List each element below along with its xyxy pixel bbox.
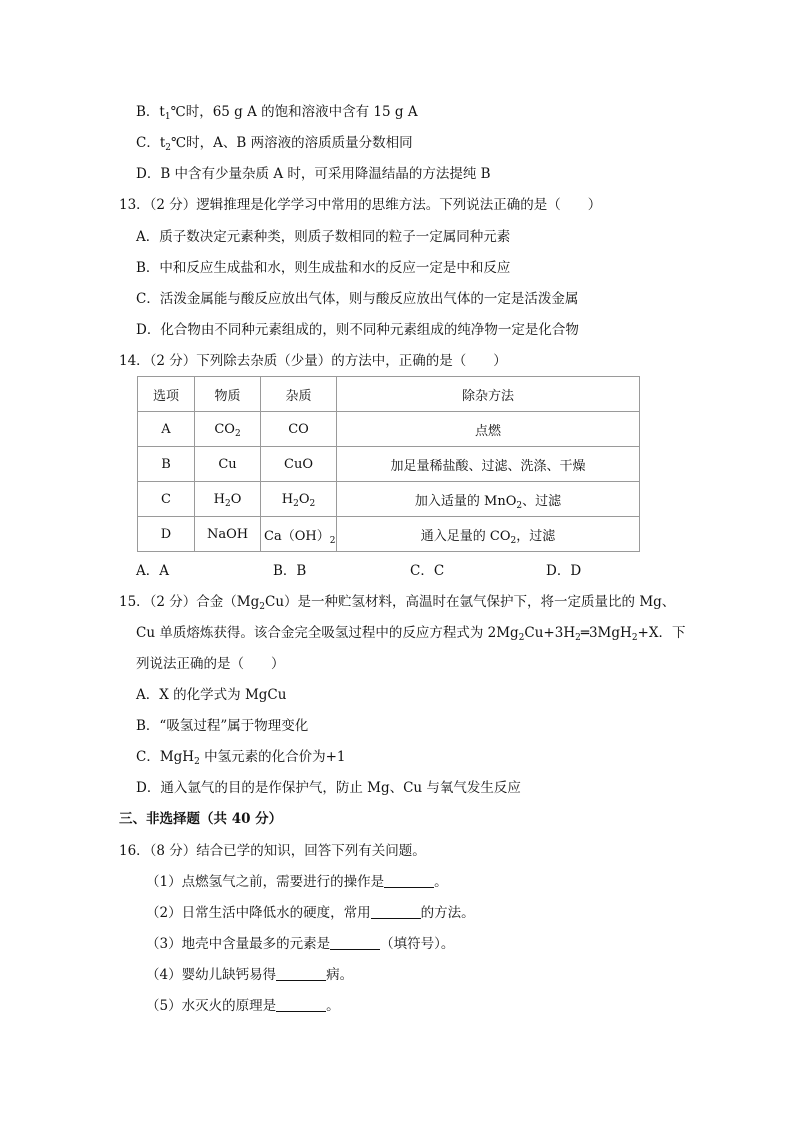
item-text: （5）水灭火的原理是 bbox=[146, 998, 277, 1014]
cell-impurity bbox=[261, 517, 337, 552]
option-text: t bbox=[159, 104, 165, 120]
q14-table bbox=[137, 376, 640, 552]
answer-blank[interactable] bbox=[371, 906, 421, 919]
q16-stem: 16．（8 分）结合已学的知识，回答下列有关问题。 bbox=[119, 843, 426, 859]
subscript: 2 bbox=[165, 143, 172, 153]
header-impurity: 杂质 bbox=[261, 377, 337, 412]
q16-item-1 bbox=[146, 873, 448, 891]
answer-blank[interactable] bbox=[384, 875, 434, 888]
subscript: 2 bbox=[293, 498, 299, 509]
cell-option: D bbox=[138, 517, 195, 552]
formula: Cu bbox=[218, 456, 237, 472]
q16-item-2 bbox=[146, 904, 475, 922]
method-text: 加入适量的 MnO bbox=[414, 493, 517, 509]
subscript: 2 bbox=[329, 535, 336, 546]
cell-method bbox=[337, 482, 640, 517]
subscript: 2 bbox=[259, 602, 266, 612]
subscript: 2 bbox=[631, 633, 638, 643]
method-text: 、过滤 bbox=[522, 493, 562, 509]
table-header-row bbox=[138, 377, 640, 412]
q16-item-5 bbox=[146, 997, 340, 1015]
item-text: （填符号）。 bbox=[380, 936, 455, 952]
item-text: 的方法。 bbox=[420, 905, 475, 921]
subscript: 1 bbox=[164, 112, 171, 122]
q13-option-b: B．中和反应生成盐和水，则生成盐和水的反应一定是中和反应 bbox=[136, 260, 511, 276]
cell-impurity bbox=[261, 482, 337, 517]
q15-option-b: B．“吸氢过程”属于物理变化 bbox=[136, 718, 309, 734]
section-heading: 三、非选择题（共 40 分） bbox=[119, 811, 283, 827]
q16-item-3 bbox=[146, 935, 454, 953]
item-text: 病。 bbox=[326, 967, 354, 983]
cell-method bbox=[337, 517, 640, 552]
method-text: 加足量稀盐酸、过滤、洗涤、干燥 bbox=[390, 458, 586, 474]
cell-impurity bbox=[261, 412, 337, 447]
q13-option-d: D．化合物由不同种元素组成的，则不同种元素组成的纯净物一定是化合物 bbox=[136, 322, 579, 338]
option-text: 中氢元素的化合价为+1 bbox=[199, 749, 346, 765]
q15-option-d: D．通入氩气的目的是作保护气，防止 Mg、Cu 与氧气发生反应 bbox=[136, 780, 521, 796]
subscript: 2 bbox=[518, 633, 525, 643]
method-text: 通入足量的 CO bbox=[420, 528, 511, 544]
q12-option-b bbox=[136, 103, 418, 121]
item-text: （1）点燃氢气之前，需要进行的操作是 bbox=[146, 874, 385, 890]
cell-substance bbox=[195, 517, 261, 552]
q14-answer-a: A．A bbox=[136, 563, 169, 579]
option-text: t bbox=[159, 135, 166, 151]
q14-stem: 14．（2 分）下列除去杂质（少量）的方法中，正确的是（ ） bbox=[119, 353, 507, 369]
formula: O bbox=[230, 491, 242, 507]
cell-substance bbox=[195, 412, 261, 447]
q15-stem-line2 bbox=[136, 624, 685, 642]
formula: Ca（OH） bbox=[264, 528, 330, 544]
formula: O bbox=[298, 491, 310, 507]
formula: H bbox=[213, 491, 225, 507]
q14-answer-d: D．D bbox=[546, 563, 582, 579]
subscript: 2 bbox=[309, 498, 316, 509]
item-text: 。 bbox=[326, 998, 340, 1014]
subscript: 2 bbox=[516, 500, 523, 511]
stem-text: Cu 单质熔炼获得。该合金完全吸氢过程中的反应方程式为 2Mg bbox=[136, 625, 519, 641]
q16-item-4 bbox=[146, 966, 353, 984]
q14-answer-b: B．B bbox=[273, 563, 307, 579]
q12-option-d bbox=[136, 165, 491, 183]
header-option: 选项 bbox=[138, 377, 195, 412]
option-text: ℃时，65 g A 的饱和溶液中含有 15 g A bbox=[170, 104, 418, 120]
method-text: ，过滤 bbox=[516, 528, 556, 544]
formula: H bbox=[281, 491, 294, 507]
stem-text: Cu）是一种贮氢材料，高温时在氩气保护下，将一定质量比的 Mg、 bbox=[265, 594, 676, 610]
stem-text: +X．下 bbox=[637, 625, 686, 641]
cell-substance bbox=[195, 482, 261, 517]
q15-option-c bbox=[136, 748, 346, 766]
option-text: ℃时，A、B 两溶液的溶质质量分数相同 bbox=[171, 135, 413, 151]
option-label: C． bbox=[136, 135, 160, 151]
cell-option: C bbox=[138, 482, 195, 517]
item-text: 。 bbox=[434, 874, 448, 890]
answer-blank[interactable] bbox=[276, 968, 326, 981]
subscript: 2 bbox=[194, 757, 200, 767]
q13-stem: 13．（2 分）逻辑推理是化学学习中常用的思维方法。下列说法正确的是（ ） bbox=[119, 197, 602, 213]
subscript: 2 bbox=[224, 498, 231, 509]
stem-text: Cu+3H bbox=[524, 625, 576, 641]
stem-text: 15．（2 分）合金（Mg bbox=[119, 594, 260, 610]
option-text: B 中含有少量杂质 A 时，可采用降温结晶的方法提纯 B bbox=[160, 166, 491, 182]
option-label: B． bbox=[136, 104, 160, 120]
table-row bbox=[138, 447, 640, 482]
formula: CO bbox=[214, 421, 235, 437]
formula: CuO bbox=[284, 456, 313, 472]
q13-option-a: A．质子数决定元素种类，则质子数相同的粒子一定属同种元素 bbox=[136, 229, 511, 245]
cell-substance bbox=[195, 447, 261, 482]
formula: CO bbox=[288, 421, 309, 437]
cell-method bbox=[337, 412, 640, 447]
header-method: 除杂方法 bbox=[337, 377, 640, 412]
q14-answer-c: C．C bbox=[410, 563, 445, 579]
q15-option-a: A．X 的化学式为 MgCu bbox=[136, 687, 287, 703]
q15-stem-line3: 列说法正确的是（ ） bbox=[136, 656, 285, 672]
table-row bbox=[138, 482, 640, 517]
q12-option-c bbox=[136, 134, 413, 152]
header-substance: 物质 bbox=[195, 377, 261, 412]
table-row bbox=[138, 517, 640, 552]
answer-blank[interactable] bbox=[330, 937, 380, 950]
subscript: 2 bbox=[234, 428, 241, 439]
item-text: （2）日常生活中降低水的硬度，常用 bbox=[146, 905, 371, 921]
item-text: （4）婴幼儿缺钙易得 bbox=[146, 967, 277, 983]
cell-method bbox=[337, 447, 640, 482]
option-text: C．MgH bbox=[136, 749, 195, 765]
stem-text: ═3MgH bbox=[580, 625, 632, 641]
formula: NaOH bbox=[206, 526, 249, 542]
method-text: 点燃 bbox=[474, 423, 501, 439]
table-row bbox=[138, 412, 640, 447]
subscript: 2 bbox=[510, 535, 517, 546]
cell-option: B bbox=[138, 447, 195, 482]
q13-option-c: C．活泼金属能与酸反应放出气体，则与酸反应放出气体的一定是活泼金属 bbox=[136, 291, 579, 307]
cell-impurity bbox=[261, 447, 337, 482]
option-label: D． bbox=[136, 166, 161, 182]
answer-blank[interactable] bbox=[276, 999, 326, 1012]
cell-option: A bbox=[138, 412, 195, 447]
subscript: 2 bbox=[575, 633, 581, 643]
q15-stem-line1 bbox=[119, 593, 675, 611]
item-text: （3）地壳中含量最多的元素是 bbox=[146, 936, 331, 952]
